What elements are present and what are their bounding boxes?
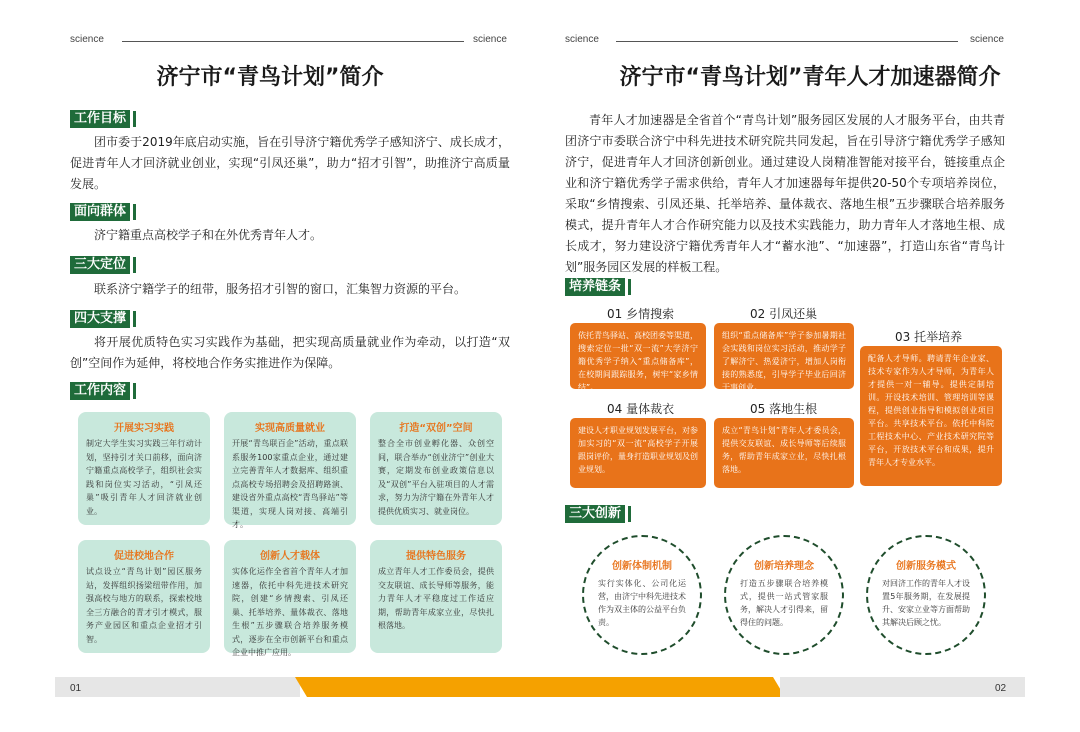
label-bar bbox=[133, 204, 136, 220]
content-card bbox=[370, 412, 502, 525]
card-body: 整合全市创业孵化器、众创空间，联合举办“创业济宁”创业大赛，定期发布创业政策信息以及“双创”平台入驻项目的人才需求，努力为济宁籍在外青年人才提供优质实习、就业岗位。 bbox=[378, 439, 494, 516]
card-title: 打造“双创”空间 bbox=[399, 423, 473, 434]
section-label-innovation bbox=[565, 505, 631, 523]
card-title: 促进校地合作 bbox=[114, 551, 174, 562]
innovation-circle bbox=[724, 535, 844, 655]
label-bar bbox=[133, 257, 136, 273]
section-label-text: 工作目标 bbox=[70, 110, 130, 128]
section-label-text: 三大定位 bbox=[70, 256, 130, 274]
section-label-text: 四大支撑 bbox=[70, 310, 130, 328]
step-box: 组织“重点储备库”学子参加暑期社会实践和岗位实习活动，推动学子了解济宁、热爱济宁，增加人岗衔接的熟悉度，引导学子毕业后回济干事创业。 bbox=[714, 323, 854, 389]
step-title: 05 落地生根 bbox=[750, 402, 818, 416]
content-card bbox=[224, 412, 356, 529]
label-bar bbox=[133, 311, 136, 327]
section-label-text: 工作内容 bbox=[70, 382, 130, 400]
step-title: 03 托举培养 bbox=[895, 330, 963, 344]
header-rule bbox=[616, 41, 958, 42]
step-box: 依托青鸟驿站、高校团委等渠道，搜索定位一批“双一流”大学济宁籍优秀学子纳入“重点储备库”，在校期间跟踪服务，树牢“家乡情结”。 bbox=[570, 323, 706, 389]
card-title: 创新人才载体 bbox=[260, 551, 320, 562]
step-title: 01 乡情搜索 bbox=[607, 307, 675, 321]
header-rule bbox=[122, 41, 464, 42]
step-box: 配备人才导师。聘请青年企业家、技术专家作为人才导师，为青年人才提供一对一辅导。提供定制培训。开设技术培训、管理培训等课程，提供创业指导和模拟创业项目平台。共享技术平台。依托中科院工程技术中心、产业技术研究院等平台，开放技术平台和成果，提升青年人才专业水平。 bbox=[860, 346, 1002, 486]
header-label-right: science bbox=[473, 34, 507, 45]
innovation-body: 实行实体化、公司化运营，由济宁中科先进技术作为双主体的公益平台负责。 bbox=[598, 579, 686, 627]
card-body: 开展“青鸟联百企”活动，重点联系服务100家重点企业，通过建立完善青年人才数据库、组织重点高校专场招聘会及招聘路演、建设省外重点高校“青鸟驿站”等渠道，实现人岗对接、高端引才。 bbox=[232, 439, 348, 529]
section-label-positioning bbox=[70, 256, 136, 274]
content-card bbox=[224, 540, 356, 657]
innovation-title: 创新服务模式 bbox=[896, 561, 956, 572]
section-label-text: 培养链条 bbox=[565, 278, 625, 296]
header-label-right: science bbox=[970, 34, 1004, 45]
card-title: 开展实习实践 bbox=[114, 423, 174, 434]
card-body: 制定大学生实习实践三年行动计划，坚持引才关口前移，面向济宁籍重点高校学子，组织社会实践和岗位实习活动，“引凤还巢”吸引青年人才回济就业创业。 bbox=[86, 439, 202, 516]
section-text-positioning: 联系济宁籍学子的纽带，服务招才引智的窗口，汇集智力资源的平台。 bbox=[94, 282, 467, 296]
innovation-title: 创新体制机制 bbox=[612, 561, 672, 572]
card-body: 试点设立“青鸟计划”园区服务站，发挥组织扬梁纽带作用，加强高校与地方的联系，探索校地全三方融合的青才引才模式，服务产业园区和重点企业招才引智。 bbox=[86, 567, 202, 644]
footer-band-orange bbox=[540, 677, 785, 697]
label-bar bbox=[628, 506, 631, 522]
footer-band-gray bbox=[780, 677, 1025, 697]
content-card bbox=[78, 412, 210, 525]
section-label-audience bbox=[70, 203, 136, 221]
card-body: 成立青年人才工作委员会，提供交友联谊、成长导师等服务，能力青年人才平稳度过工作适应期，帮助青年成家立业，尽快扎根落地。 bbox=[378, 567, 494, 630]
footer-band-gray bbox=[55, 677, 300, 697]
step-title: 04 量体裁衣 bbox=[607, 402, 675, 416]
page-title: 济宁市“青鸟计划”简介 bbox=[156, 65, 384, 90]
section-label-support bbox=[70, 310, 136, 328]
innovation-body: 打造五步骤联合培养模式，提供一站式管家服务，解决人才引得来，留得住的问题。 bbox=[740, 579, 828, 627]
section-label-text: 面向群体 bbox=[70, 203, 130, 221]
innovation-body: 对回济工作的青年人才设置5年服务期，在发展提升、安家立业等方面帮助其解决后顾之忧。 bbox=[882, 579, 970, 627]
label-bar bbox=[133, 383, 136, 399]
content-card bbox=[78, 540, 210, 653]
intro-text: 青年人才加速器是全省首个“青鸟计划”服务园区发展的人才服务平台，由共青团济宁市委联合济宁中科先进技术研究院共同发起，旨在引导济宁籍优秀学子感知济宁，促进青年人才回济创新创业。通过建设人岗精准智能对接平台，链接重点企业和济宁籍优秀学子需求供给，青年人才加速器每年提供20-50个专项培养岗位，采取“乡情搜索、引凤还巢、托举培养、量体裁衣、落地生根”五步骤联合培养服务模式，提升青年人才合作研究能力以及技术实践能力，助力青年人才落地生根、成长成才，努力建设济宁籍优秀青年人才“蓄水池”、“加速器”，打造山东省“青鸟计划”服务园区发展的样板工程。 bbox=[565, 113, 1005, 274]
header-label-left: science bbox=[565, 34, 599, 45]
page-number: 02 bbox=[995, 683, 1007, 694]
innovation-circle bbox=[582, 535, 702, 655]
page-number: 01 bbox=[70, 683, 82, 694]
section-text-support: 将开展优质特色实习实践作为基础，把实现高质量就业作为牵动，以打造“双创”空间作为延伸，将校地合作务实推进作为保障。 bbox=[70, 335, 510, 370]
step-box: 建设人才职业规划发展平台，对参加实习的“双一流”高校学子开展跟岗评价，量身打造职业规划及创业规划。 bbox=[570, 418, 706, 488]
section-text-audience: 济宁籍重点高校学子和在外优秀青年人才。 bbox=[94, 228, 323, 242]
section-label-content bbox=[70, 382, 136, 400]
card-title: 提供特色服务 bbox=[406, 551, 466, 562]
right-page bbox=[540, 0, 1080, 732]
section-label-text: 三大创新 bbox=[565, 505, 625, 523]
footer-band-orange bbox=[295, 677, 540, 697]
page-title: 济宁市“青鸟计划”青年人才加速器简介 bbox=[619, 65, 1001, 90]
innovation-circle bbox=[866, 535, 986, 655]
label-bar bbox=[628, 279, 631, 295]
card-body: 实体化运作全省首个青年人才加速器，依托中科先进技术研究院，创建“乡情搜索、引凤还巢、托举培养、量体裁衣、落地生根”五步骤联合培养服务模式，逐步在全市创新平台和重点企业中推广应用。 bbox=[232, 567, 348, 657]
section-label-chain bbox=[565, 278, 631, 296]
innovation-title: 创新培养理念 bbox=[754, 561, 814, 572]
section-text-goal: 团市委于2019年底启动实施，旨在引导济宁籍优秀学子感知济宁、成长成才，促进青年人才回济就业创业，实现“引凤还巢”，助力“招才引智”，助推济宁高质量发展。 bbox=[70, 135, 510, 191]
header-label-left: science bbox=[70, 34, 104, 45]
card-title: 实现高质量就业 bbox=[255, 423, 325, 434]
step-box: 成立“青鸟计划”青年人才委员会，提供交友联谊、成长导师等后续服务，帮助青年成家立业，尽快扎根落地。 bbox=[714, 418, 854, 488]
section-label-goal bbox=[70, 110, 136, 128]
content-card bbox=[370, 540, 502, 653]
step-title: 02 引凤还巢 bbox=[750, 307, 818, 321]
label-bar bbox=[133, 111, 136, 127]
